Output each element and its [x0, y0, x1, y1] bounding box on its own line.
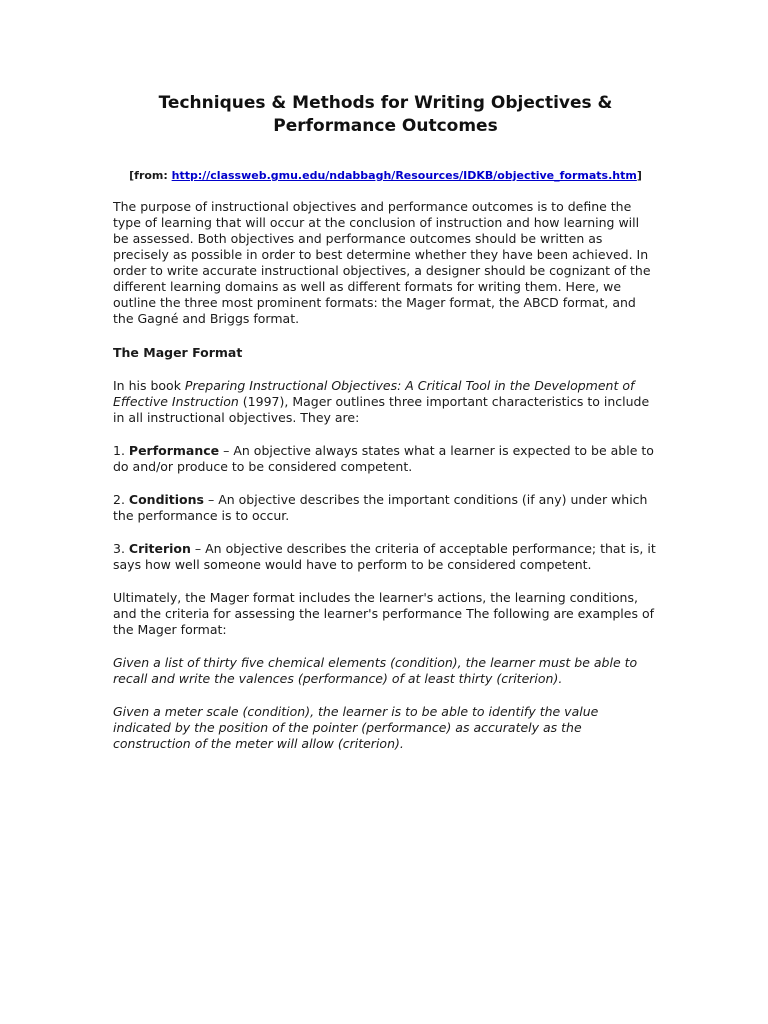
source-link[interactable]: http://classweb.gmu.edu/ndabbagh/Resources/IDKB/objective_formats.htm: [171, 169, 637, 182]
document-page: [113, 92, 658, 752]
item-text: – An objective always states what a learner is expected to be able to do and/or produce to be considered competent.: [113, 443, 654, 474]
item-term: Conditions: [128, 492, 204, 507]
item-number: 1.: [113, 443, 129, 458]
item-term: Criterion: [128, 541, 191, 556]
book-intro-prefix: In his book: [113, 378, 185, 393]
item-number: 3.: [113, 541, 129, 556]
source-suffix: ]: [636, 169, 642, 182]
item-number: 2.: [113, 492, 129, 507]
section-heading: The Mager Format: [113, 345, 243, 360]
list-item-criterion: [113, 541, 658, 573]
book-intro-paragraph: [113, 378, 658, 426]
document-title: [113, 92, 658, 138]
title-line-1: Techniques & Methods for Writing Objectives &: [158, 93, 613, 113]
source-citation: [113, 168, 658, 184]
intro-paragraph: The purpose of instructional objectives and performance outcomes is to define the type of learning that will occur at the conclusion of instruction and how learning will be assessed. Both objectives and performance outcomes should be written as precisely as possible in order to best determine whether they have been achieved. In order to write accurate instructional objectives, a designer should be cognizant of the different learning domains as well as different formats for writing them. Here, we outline the three most prominent formats: the Mager format, the ABCD format, and the Gagné and Briggs format.: [113, 199, 651, 326]
source-prefix: [from:: [129, 169, 172, 182]
example-paragraph-1: Given a list of thirty five chemical elements (condition), the learner must be able to recall and write the valences (performance) of at least thirty (criterion).: [113, 655, 638, 686]
list-item-conditions: [113, 492, 658, 524]
book-title: Preparing Instructional Objectives: A Critical Tool in the Development of Effective Instruction: [113, 378, 635, 409]
list-item-performance: [113, 443, 658, 475]
book-intro-suffix: (1997), Mager outlines three important characteristics to include in all instructional objectives. They are:: [113, 394, 650, 425]
title-line-2: Performance Outcomes: [273, 116, 498, 136]
item-text: – An objective describes the important conditions (if any) under which the performance is to occur.: [113, 492, 648, 523]
summary-paragraph: Ultimately, the Mager format includes the learner's actions, the learning conditions, and the criteria for assessing the learner's performance The following are examples of the Mager format:: [113, 590, 655, 637]
example-paragraph-2: Given a meter scale (condition), the learner is to be able to identify the value indicated by the position of the pointer (performance) as accurately as the construction of the meter will allow (criterion).: [113, 704, 599, 751]
item-term: Performance: [128, 443, 220, 458]
item-text: – An objective describes the criteria of acceptable performance; that is, it says how well someone would have to perform to be considered competent.: [113, 541, 656, 572]
